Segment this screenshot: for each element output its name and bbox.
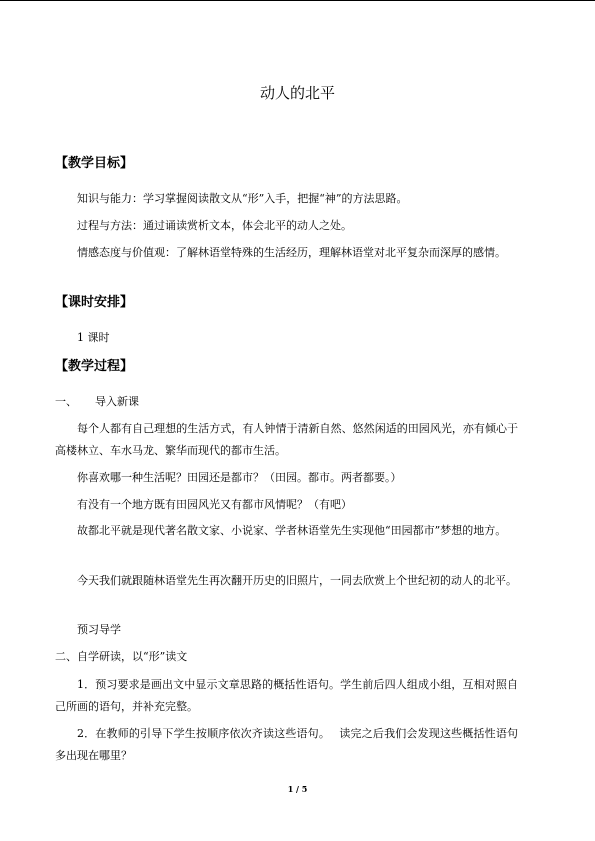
- part2-heading: 二、自学研读，以“形”读文: [55, 650, 188, 663]
- study-item-2: 2．在教师的引导下学生按顺序依次齐读这些语句。 读完之后我们会发现这些概括性语句多出现在哪里？: [55, 727, 518, 762]
- objective-emotion: 情感态度与价值观：了解林语堂特殊的生活经历，理解林语堂对北平复杂而深厚的感情。: [77, 246, 506, 259]
- study-item-1: 1．预习要求是画出文中显示文章思路的概括性语句。学生前后四人组成小组，互相对照自己所画的语句，并补充完整。: [55, 678, 518, 713]
- section-heading-objectives: 【教学目标】: [55, 156, 134, 171]
- intro-paragraph-5: 今天我们就跟随林语堂先生再次翻开历史的旧照片，一同去欣赏上个世纪初的动人的北平。: [77, 574, 517, 587]
- objective-process: 过程与方法：通过诵读赏析文本，体会北平的动人之处。: [77, 219, 352, 232]
- part1-title: 导入新课: [95, 395, 139, 408]
- objective-knowledge: 知识与能力：学习掌握阅读散文从“形”入手，把握“神”的方法思路。: [77, 192, 408, 205]
- part1-number: 一、: [55, 395, 77, 408]
- intro-paragraph-3: 有没有一个地方既有田园风光又有都市风情呢？（有吧）: [77, 498, 352, 511]
- schedule-text: 1 课时: [77, 331, 110, 344]
- intro-paragraph-2: 你喜欢哪一种生活呢？田园还是都市？（田园。都市。两者都要。）: [77, 471, 402, 484]
- preview-guide-label: 预习导学: [77, 623, 121, 636]
- page-number: 1 / 5: [287, 784, 308, 794]
- document-title: 动人的北平: [259, 84, 335, 102]
- intro-paragraph-1: 每个人都有自己理想的生活方式，有人钟情于清新自然、悠然闲适的田园风光，亦有倾心于高楼林立、车水马龙、繁华而现代的都市生活。: [55, 422, 518, 457]
- section-heading-schedule: 【课时安排】: [55, 295, 134, 310]
- top-border-rule: [0, 0, 595, 1]
- part1-heading: [55, 391, 139, 413]
- section-heading-process: 【教学过程】: [55, 359, 134, 374]
- intro-paragraph-4: 故都北平就是现代著名散文家、小说家、学者林语堂先生实现他“田园都市”梦想的地方。: [77, 524, 507, 537]
